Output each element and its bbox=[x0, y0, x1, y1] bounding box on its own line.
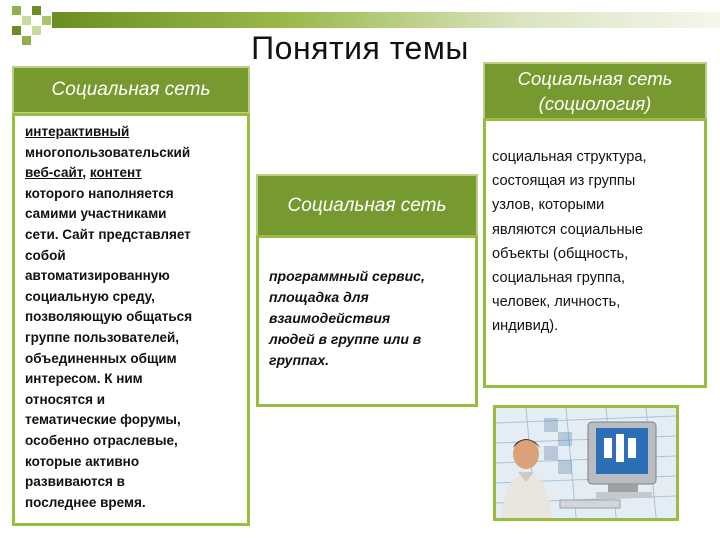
text-line bbox=[25, 163, 239, 184]
left-panel-heading bbox=[12, 66, 250, 114]
text-line: состоящая из группы bbox=[492, 173, 636, 190]
computer-user-illustration bbox=[496, 408, 676, 518]
decor-square bbox=[42, 16, 51, 25]
text-line: интересом. К ним bbox=[25, 371, 143, 387]
text-line: сети. Сайт представляет bbox=[25, 226, 191, 242]
text-line: собой bbox=[25, 247, 66, 263]
text-line: индивид). bbox=[492, 318, 559, 335]
middle-panel-heading-text: Социальная сеть bbox=[287, 195, 447, 216]
text-line: являются социальные bbox=[492, 221, 644, 238]
left-panel-heading-text: Социальная сеть bbox=[51, 79, 211, 100]
text-line: которого наполняется bbox=[25, 185, 174, 201]
text-line: тематические форумы, bbox=[25, 412, 181, 428]
right-panel-body bbox=[483, 118, 707, 388]
right-panel-heading-line2: (социология) bbox=[538, 93, 652, 114]
text-line: социальная группа, bbox=[492, 270, 626, 287]
text-line: людей в группе или в bbox=[269, 331, 422, 347]
text-line: особенно отраслевые, bbox=[25, 432, 178, 448]
left-panel-body bbox=[12, 113, 250, 526]
text-line: развиваются в bbox=[25, 474, 125, 490]
computer-user-image bbox=[493, 405, 679, 521]
right-panel-heading bbox=[483, 62, 707, 120]
text-line: социальная структура, bbox=[492, 149, 647, 165]
text-line: объединенных общим bbox=[25, 350, 177, 366]
text-line: человек, личность, bbox=[492, 294, 621, 311]
text-line: группе пользователей, bbox=[25, 329, 180, 345]
text-comma: , bbox=[82, 165, 90, 181]
text-line: последнее время. bbox=[25, 494, 146, 510]
text-line: самими участниками bbox=[25, 206, 167, 222]
text-line: социальную среду, bbox=[25, 288, 155, 304]
text-line: относятся и bbox=[25, 391, 105, 407]
text-line: многопользовательский bbox=[25, 144, 191, 160]
decor-square bbox=[32, 6, 41, 15]
text-line: площадка для bbox=[269, 289, 369, 305]
text-line: взаимодействия bbox=[269, 310, 391, 326]
text-line: объекты (общность, bbox=[492, 245, 629, 262]
text-line: интерактивный bbox=[25, 124, 130, 139]
text-line: которые активно bbox=[25, 453, 140, 469]
middle-panel-heading bbox=[256, 174, 478, 238]
text-line: группах. bbox=[269, 352, 330, 368]
text-line: позволяющую общаться bbox=[25, 309, 193, 325]
text-line: автоматизированную bbox=[25, 268, 170, 284]
middle-panel-body bbox=[256, 235, 478, 407]
decor-square bbox=[22, 16, 31, 25]
link-content[interactable]: контент bbox=[89, 165, 142, 181]
header-gradient-bar bbox=[52, 12, 720, 28]
right-panel-heading-line1: Социальная сеть bbox=[517, 68, 673, 89]
slide-title: Понятия темы bbox=[251, 30, 469, 66]
text-line: узлов, которыми bbox=[492, 197, 605, 214]
decor-square bbox=[12, 6, 21, 15]
text-line: программный сервис, bbox=[269, 268, 425, 284]
link-web-site[interactable]: веб-сайт bbox=[25, 165, 83, 181]
